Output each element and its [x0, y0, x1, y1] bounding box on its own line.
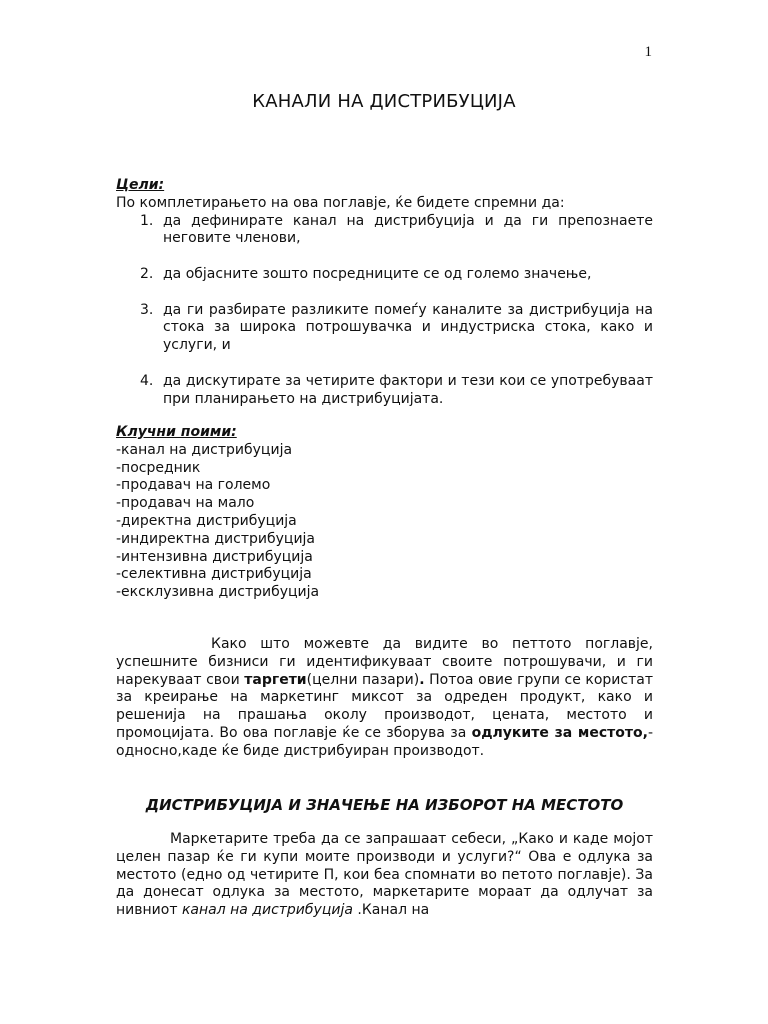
paragraph-text: Маркетарите треба да се запрашаат себеси, „Како и каде мојот целен пазар ќе ги купи моите производи и услуги?“ Ова е одлука за местото (едно од четирите П, кои беа спомнати во петото поглавје). За да донесат одлука за местото, маркетарите мораат да одлучат за нивниот — [116, 831, 653, 919]
key-terms-heading: Клучни поими: — [116, 424, 237, 440]
paragraph-text: Потоа овие групи се користат за креирање на маркетинг миксот за одреден продукт, како и решенија на прашања околу производот, цената, местото и промоцијата. Во ова поглавје ќе се зборува за — [116, 671, 653, 741]
section-heading: ДИСТРИБУЦИЈА И ЗНАЧЕЊЕ НА ИЗБОРОТ НА МЕСТОТО — [145, 796, 624, 814]
key-term: -интензивна дистрибуција — [116, 548, 313, 565]
section-paragraph — [116, 831, 653, 920]
page-number: 1 — [644, 44, 652, 60]
goal-item — [116, 213, 653, 249]
goals-intro: По комплетирањето на ова поглавје, ќе бидете спремни да: — [116, 194, 565, 211]
key-term: -канал на дистрибуција — [116, 441, 293, 458]
goal-text: да објасните зошто посредниците се од големо значење, — [163, 265, 592, 282]
goals-section — [116, 177, 653, 408]
paragraph-text: (целни пазари) — [306, 671, 420, 688]
key-term: -индиректна дистрибуција — [116, 530, 316, 547]
goal-number: 3. — [140, 301, 154, 318]
paragraph-bold-text: . — [419, 671, 425, 688]
paragraph-bold-text: одлуките за местото, — [471, 724, 648, 741]
goal-number: 1. — [140, 212, 154, 229]
key-term: -продавач на големо — [116, 477, 271, 494]
paragraph-text: -односно,каде ќе биде дистрибуиран производот. — [116, 724, 654, 759]
paragraph-text: .Канал на — [352, 902, 430, 919]
paragraph-text: Како што можевте да видите во петтото поглавје, успешните бизниси ги идентификуваат своите потрошувачи, и ги нарекуваат свои — [116, 636, 653, 688]
goal-item — [116, 302, 653, 355]
goals-list — [116, 213, 653, 409]
intro-paragraph — [116, 636, 653, 761]
key-term: -директна дистрибуција — [116, 512, 297, 529]
goal-text: да дефинирате канал на дистрибуција и да ги препознаете неговите членови, — [163, 212, 653, 247]
paragraph-italic-text: канал на дистрибуција — [181, 902, 353, 919]
goals-heading: Цели: — [116, 177, 165, 193]
page-title: КАНАЛИ НА ДИСТРИБУЦИЈА — [252, 91, 516, 112]
key-term: -посредник — [116, 459, 201, 476]
key-terms-section — [116, 424, 653, 602]
goal-number: 2. — [140, 265, 154, 282]
goal-text: да ги разбирате разликите помеѓу каналите за дистрибуција на стока за широка потрошувачка и индустриска стока, како и услуги, и — [163, 301, 653, 354]
goal-text: да дискутирате за четирите фактори и тези кои се употребуваат при планирањето на дистрибуцијата. — [163, 372, 653, 407]
key-term: -ексклузивна дистрибуција — [116, 584, 320, 601]
paragraph-bold-text: таргети — [244, 671, 307, 688]
goal-number: 4. — [140, 372, 154, 389]
key-term: -селективна дистрибуција — [116, 566, 312, 583]
goal-item — [116, 266, 653, 284]
key-term: -продавач на мало — [116, 495, 255, 512]
goal-item — [116, 373, 653, 409]
